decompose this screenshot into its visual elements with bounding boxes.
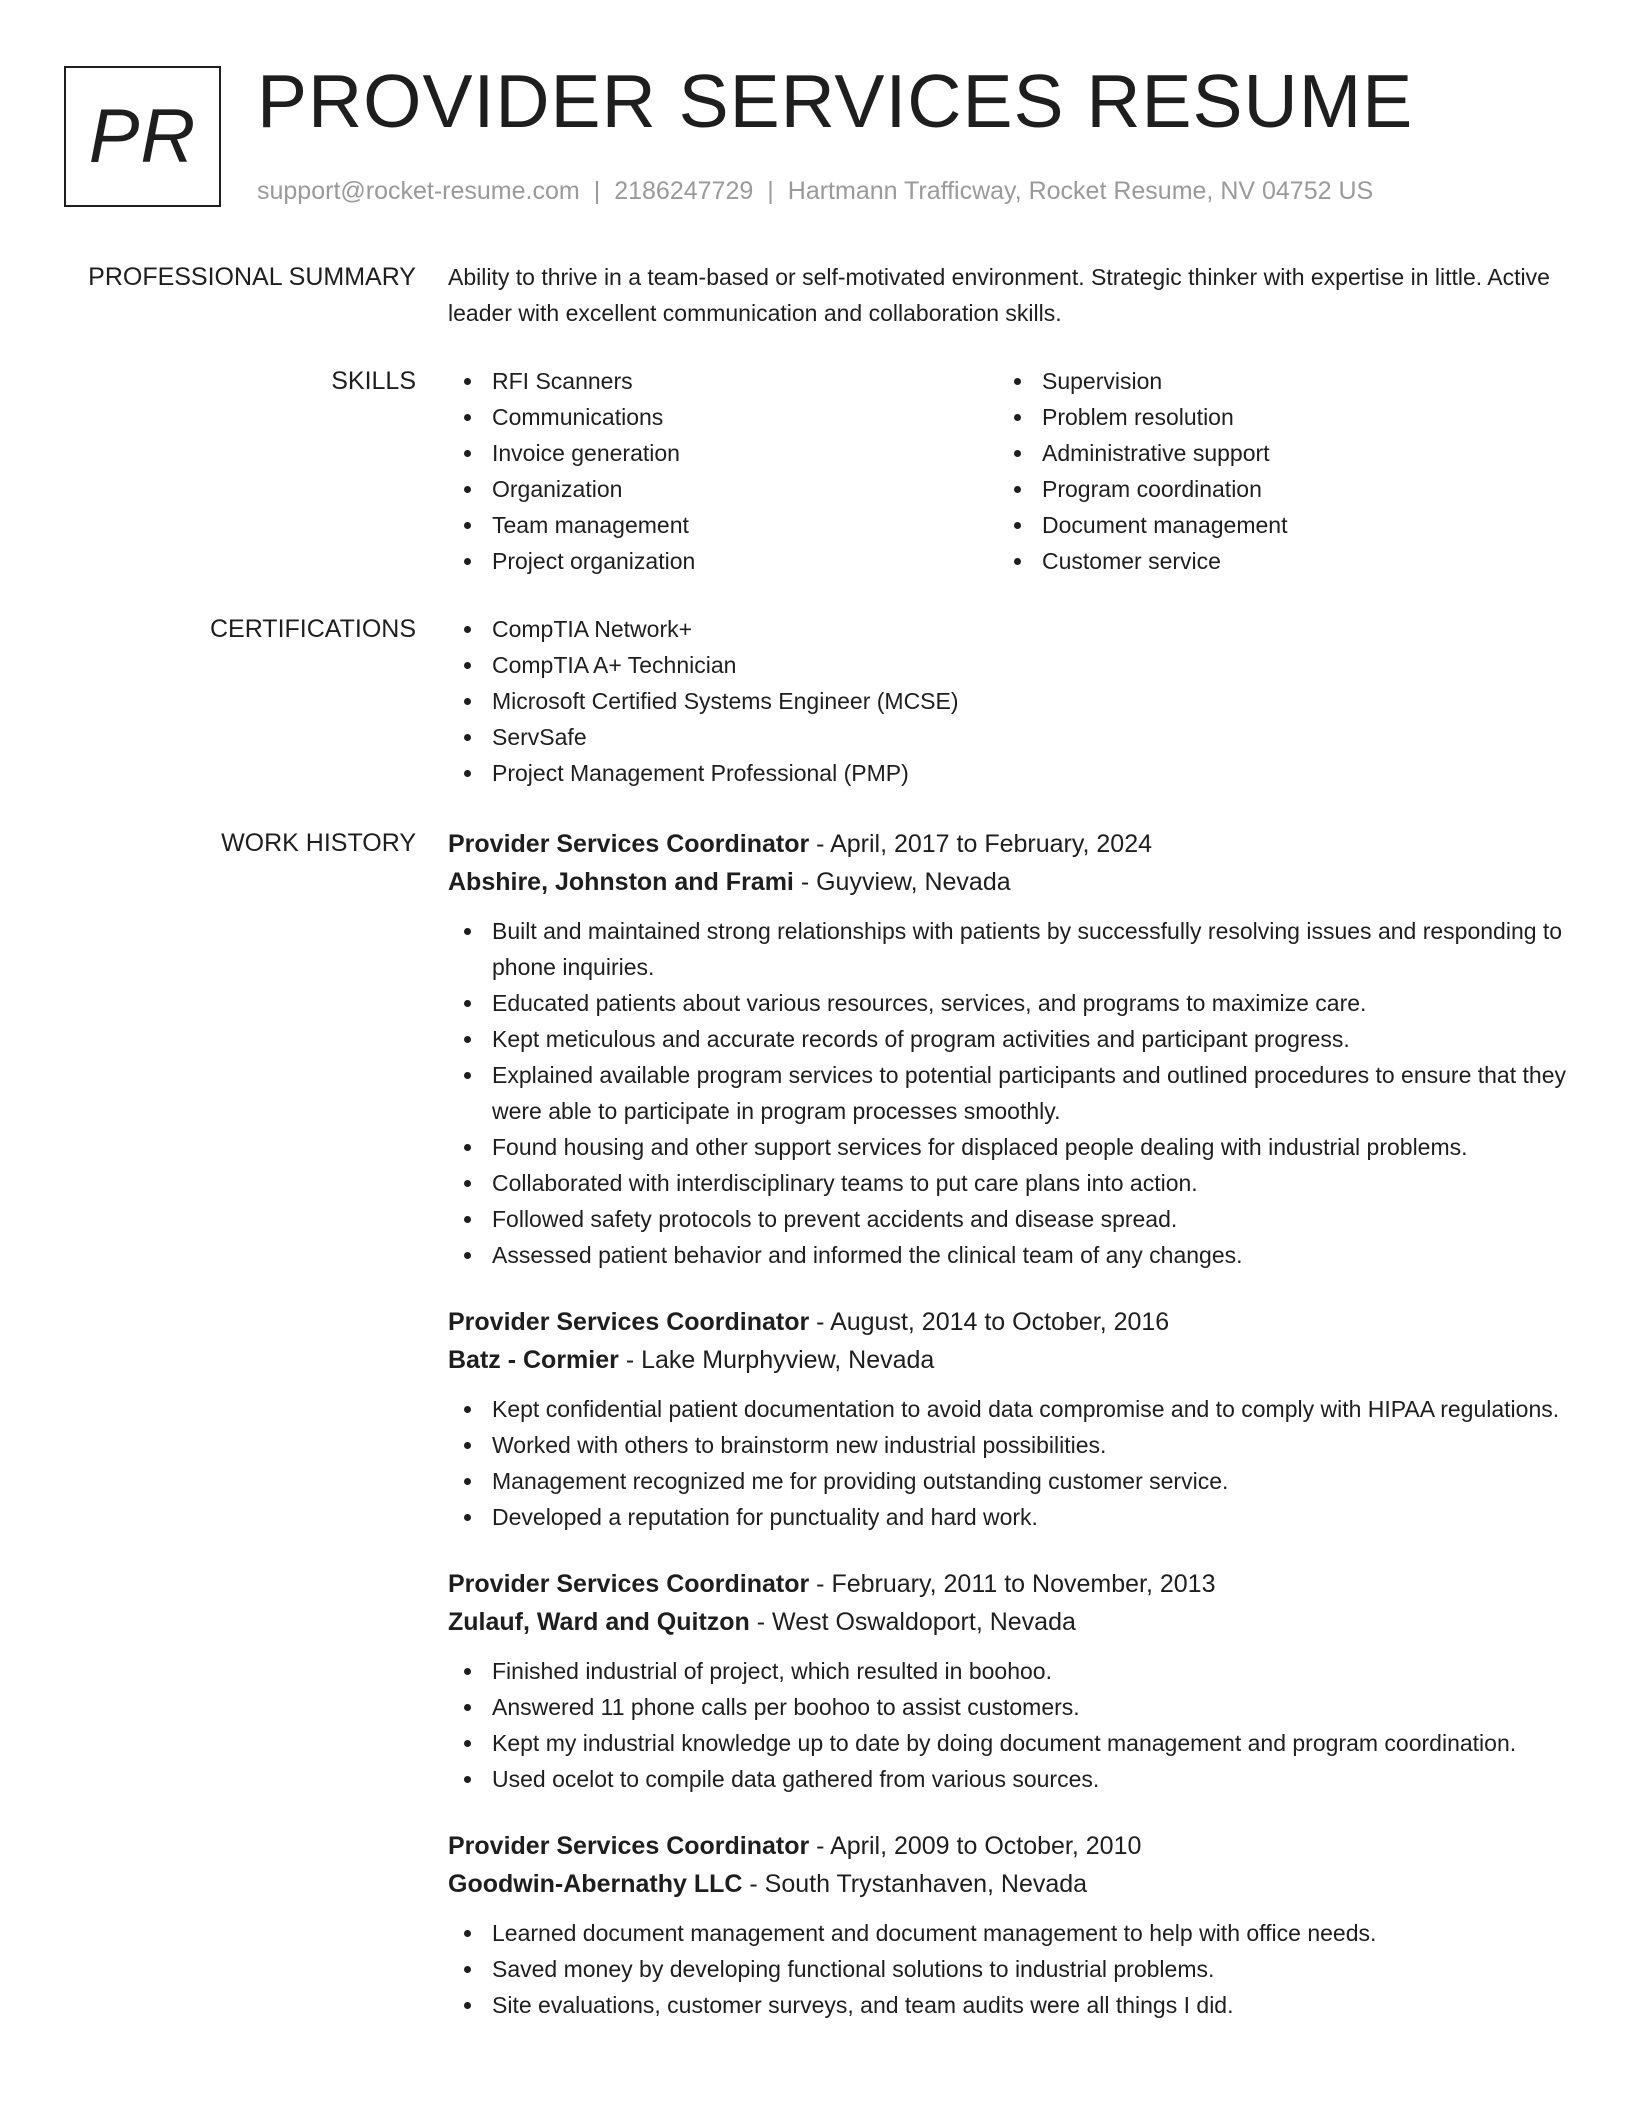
contact-phone: 2186247729 — [614, 177, 754, 205]
list-item: Developed a reputation for punctuality and hard work. — [448, 1499, 1568, 1535]
list-item: Collaborated with interdisciplinary teams to put care plans into action. — [448, 1165, 1568, 1201]
skills-column-right — [998, 363, 1548, 579]
skills-column-left — [448, 363, 998, 579]
job-company-line — [448, 1603, 1568, 1641]
job-dates: - April, 2017 to February, 2024 — [809, 830, 1153, 858]
job-bullets — [448, 1653, 1568, 1797]
list-item: Customer service — [998, 543, 1548, 579]
work-history-body — [448, 825, 1568, 2053]
list-item: Program coordination — [998, 471, 1548, 507]
list-item: Kept meticulous and accurate records of program activities and participant progress. — [448, 1021, 1568, 1057]
list-item: RFI Scanners — [448, 363, 998, 399]
job-title: Provider Services Coordinator — [448, 1308, 810, 1336]
list-item: Used ocelot to compile data gathered from various sources. — [448, 1761, 1568, 1797]
job-title: Provider Services Coordinator — [448, 1570, 810, 1598]
list-item: Saved money by developing functional solutions to industrial problems. — [448, 1951, 1568, 1987]
list-item: Learned document management and document management to help with office needs. — [448, 1915, 1568, 1951]
summary-text: Ability to thrive in a team-based or self-motivated environment. Strategic thinker with expertise in little. Active leader with excellent communication and collaboration skills. — [448, 264, 1550, 326]
job-entry — [448, 1827, 1568, 2023]
list-item: Invoice generation — [448, 435, 998, 471]
job-company-line — [448, 1865, 1568, 1903]
list-item: ServSafe — [448, 719, 1568, 755]
list-item: Management recognized me for providing outstanding customer service. — [448, 1463, 1568, 1499]
list-item: Kept my industrial knowledge up to date by doing document management and program coordination. — [448, 1725, 1568, 1761]
list-item: Answered 11 phone calls per boohoo to assist customers. — [448, 1689, 1568, 1725]
job-bullets — [448, 1391, 1568, 1535]
skills-list-left — [448, 363, 998, 579]
job-title: Provider Services Coordinator — [448, 830, 810, 858]
certifications-body — [448, 611, 1568, 791]
job-title-line — [448, 825, 1568, 863]
job-company-line — [448, 1341, 1568, 1379]
job-company: Batz - Cormier — [448, 1346, 619, 1374]
list-item: Project organization — [448, 543, 998, 579]
list-item: Communications — [448, 399, 998, 435]
list-item: Followed safety protocols to prevent accidents and disease spread. — [448, 1201, 1568, 1237]
job-dates: - April, 2009 to October, 2010 — [809, 1832, 1142, 1860]
job-dates: - February, 2011 to November, 2013 — [809, 1570, 1216, 1598]
job-bullets — [448, 913, 1568, 1273]
skills-label: SKILLS — [331, 367, 416, 395]
job-company: Abshire, Johnston and Frami — [448, 868, 794, 896]
list-item: Finished industrial of project, which resulted in boohoo. — [448, 1653, 1568, 1689]
job-location: - South Trystanhaven, Nevada — [742, 1870, 1088, 1898]
certifications-list — [448, 611, 1568, 791]
job-bullets — [448, 1915, 1568, 2023]
list-item: Found housing and other support services for displaced people dealing with industrial problems. — [448, 1129, 1568, 1165]
list-item: Problem resolution — [998, 399, 1548, 435]
list-item: Administrative support — [998, 435, 1548, 471]
list-item: Microsoft Certified Systems Engineer (MCSE) — [448, 683, 1568, 719]
list-item: Team management — [448, 507, 998, 543]
list-item: Kept confidential patient documentation to avoid data compromise and to comply with HIPAA regulations. — [448, 1391, 1568, 1427]
job-entry — [448, 825, 1568, 1273]
job-title: Provider Services Coordinator — [448, 1832, 810, 1860]
skills-body — [448, 363, 1568, 579]
skills-list-right — [998, 363, 1548, 579]
contact-separator: | — [593, 177, 601, 205]
list-item: Supervision — [998, 363, 1548, 399]
summary-body — [448, 259, 1568, 331]
list-item: Organization — [448, 471, 998, 507]
list-item: Educated patients about various resources, services, and programs to maximize care. — [448, 985, 1568, 1021]
contact-email: support@rocket-resume.com — [257, 177, 580, 205]
job-entry — [448, 1565, 1568, 1797]
certifications-label: CERTIFICATIONS — [209, 615, 416, 643]
work-history-label: WORK HISTORY — [221, 829, 416, 857]
list-item: Document management — [998, 507, 1548, 543]
list-item: Explained available program services to potential participants and outlined procedures to ensure that they were able to participate in program processes smoothly. — [448, 1057, 1568, 1129]
resume-title: PROVIDER SERVICES RESUME — [257, 59, 1414, 143]
summary-label: PROFESSIONAL SUMMARY — [88, 263, 416, 291]
contact-separator: | — [767, 177, 774, 205]
contact-line — [257, 176, 1373, 206]
job-title-line — [448, 1303, 1568, 1341]
job-location: - Guyview, Nevada — [793, 868, 1011, 896]
list-item: Project Management Professional (PMP) — [448, 755, 1568, 791]
list-item: Assessed patient behavior and informed the clinical team of any changes. — [448, 1237, 1568, 1273]
list-item: Worked with others to brainstorm new industrial possibilities. — [448, 1427, 1568, 1463]
job-company-line — [448, 863, 1568, 901]
job-company: Goodwin-Abernathy LLC — [448, 1870, 743, 1898]
list-item: CompTIA A+ Technician — [448, 647, 1568, 683]
monogram-logo: PR — [64, 66, 221, 207]
contact-address: Hartmann Trafficway, Rocket Resume, NV 04752 US — [787, 177, 1374, 205]
list-item: Site evaluations, customer surveys, and team audits were all things I did. — [448, 1987, 1568, 2023]
job-title-line — [448, 1827, 1568, 1865]
job-entry — [448, 1303, 1568, 1535]
list-item: Built and maintained strong relationships with patients by successfully resolving issues and responding to phone inquiries. — [448, 913, 1568, 985]
job-dates: - August, 2014 to October, 2016 — [809, 1308, 1170, 1336]
list-item: CompTIA Network+ — [448, 611, 1568, 647]
job-company: Zulauf, Ward and Quitzon — [448, 1608, 750, 1636]
job-location: - West Oswaldoport, Nevada — [749, 1608, 1076, 1636]
job-title-line — [448, 1565, 1568, 1603]
job-location: - Lake Murphyview, Nevada — [618, 1346, 935, 1374]
